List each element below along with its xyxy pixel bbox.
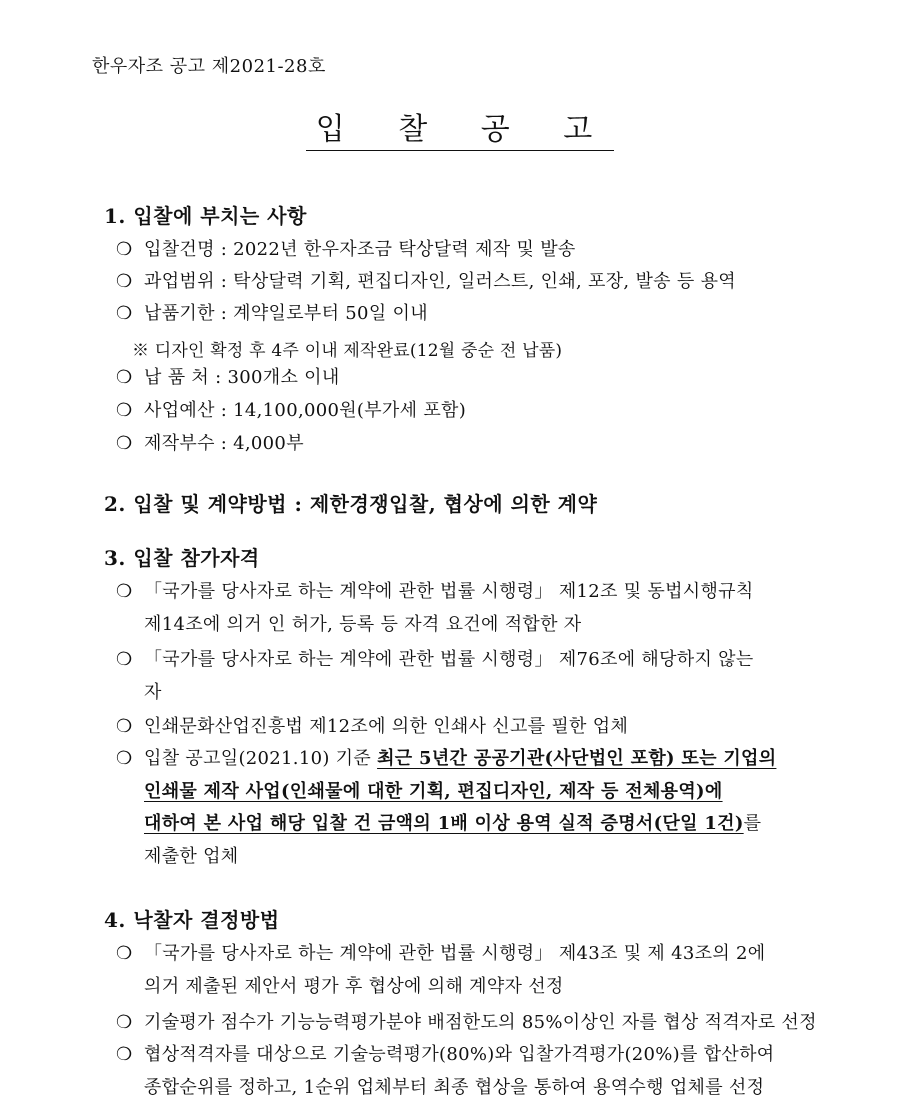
notice-number: 한우자조 공고 제2021-28호 [92, 56, 326, 77]
bullet-icon: ❍ [116, 1044, 133, 1065]
list-item: ❍ 납 품 처 : 300개소 이내 [116, 362, 836, 395]
list-item: ❍ 「국가를 당사자로 하는 계약에 관한 법률 시행령」 제12조 및 동법시행규칙 제14조에 의거 인 허가, 등록 등 자격 요건에 적합한 자 [116, 576, 836, 641]
section-2-heading: 2. 입찰 및 계약방법 : 제한경쟁입찰, 협상에 의한 계약 [104, 492, 598, 516]
page-title [0, 104, 920, 148]
title-text: 입 찰 공 고 [306, 112, 615, 151]
list-item: ❍ 제작부수 : 4,000부 [116, 428, 836, 461]
list-item: ❍ 「국가를 당사자로 하는 계약에 관한 법률 시행령」 제43조 및 제 43조의 2에 의거 제출된 제안서 평가 후 협상에 의해 계약자 선정 [116, 938, 836, 1003]
bullet-icon: ❍ [116, 1012, 133, 1033]
list-item: ❍ 협상적격자를 대상으로 기술능력평가(80%)와 입찰가격평가(20%)를 합산하여 종합순위를 정하고, 1순위 업체부터 최종 협상을 통하여 용역수행 업체를 선정 [116, 1039, 836, 1104]
note-text: ※ 디자인 확정 후 4주 이내 제작완료(12월 중순 전 납품) [132, 341, 563, 361]
list-item: ❍ 과업범위 : 탁상달력 기획, 편집디자인, 일러스트, 인쇄, 포장, 발송 등 용역 [116, 266, 836, 299]
bullet-icon: ❍ [116, 649, 133, 670]
list-item: ❍ 입찰 공고일(2021.10) 기준 최근 5년간 공공기관(사단법인 포함) 또는 기업의 인쇄물 제작 사업(인쇄물에 대한 기획, 편집디자인, 제작 등 전체용역)에 대하여 본 사업 해당 입찰 건 금액의 1배 이상 용역 실적 증명서(단일 1건)를 제출한 업체 [116, 743, 836, 873]
list-item: ❍ 입찰건명 : 2022년 한우자조금 탁상달력 제작 및 발송 [116, 234, 836, 267]
section-4-heading: 4. 낙찰자 결정방법 [104, 908, 280, 932]
list-item: ❍ 「국가를 당사자로 하는 계약에 관한 법률 시행령」 제76조에 해당하지 않는 자 [116, 644, 836, 709]
bullet-icon: ❍ [116, 400, 133, 421]
bullet-icon: ❍ [116, 943, 133, 964]
bullet-icon: ❍ [116, 748, 133, 769]
bullet-icon: ❍ [116, 581, 133, 602]
bullet-icon: ❍ [116, 367, 133, 388]
underlined-requirement: 대하여 본 사업 해당 입찰 건 금액의 1배 이상 용역 실적 증명서(단일 1건) [144, 813, 744, 834]
section-1-heading: 1. 입찰에 부치는 사항 [104, 204, 307, 228]
list-item: ❍ 기술평가 점수가 기능능력평가분야 배점한도의 85%이상인 자를 협상 적격자로 선정 [116, 1007, 836, 1040]
bullet-icon: ❍ [116, 433, 133, 454]
list-item: ❍ 인쇄문화산업진흥법 제12조에 의한 인쇄사 신고를 필한 업체 [116, 711, 836, 744]
bullet-icon: ❍ [116, 239, 133, 260]
underlined-requirement: 인쇄물 제작 사업(인쇄물에 대한 기획, 편집디자인, 제작 등 전체용역)에 [144, 780, 723, 802]
bullet-icon: ❍ [116, 716, 133, 737]
bullet-icon: ❍ [116, 303, 133, 324]
section-3-heading: 3. 입찰 참가자격 [104, 546, 260, 570]
underlined-requirement: 최근 5년간 공공기관(사단법인 포함) 또는 기업의 [377, 748, 777, 769]
bullet-icon: ❍ [116, 271, 133, 292]
list-item: ❍ 사업예산 : 14,100,000원(부가세 포함) [116, 395, 836, 428]
list-item: ❍ 납품기한 : 계약일로부터 50일 이내 [116, 298, 836, 331]
